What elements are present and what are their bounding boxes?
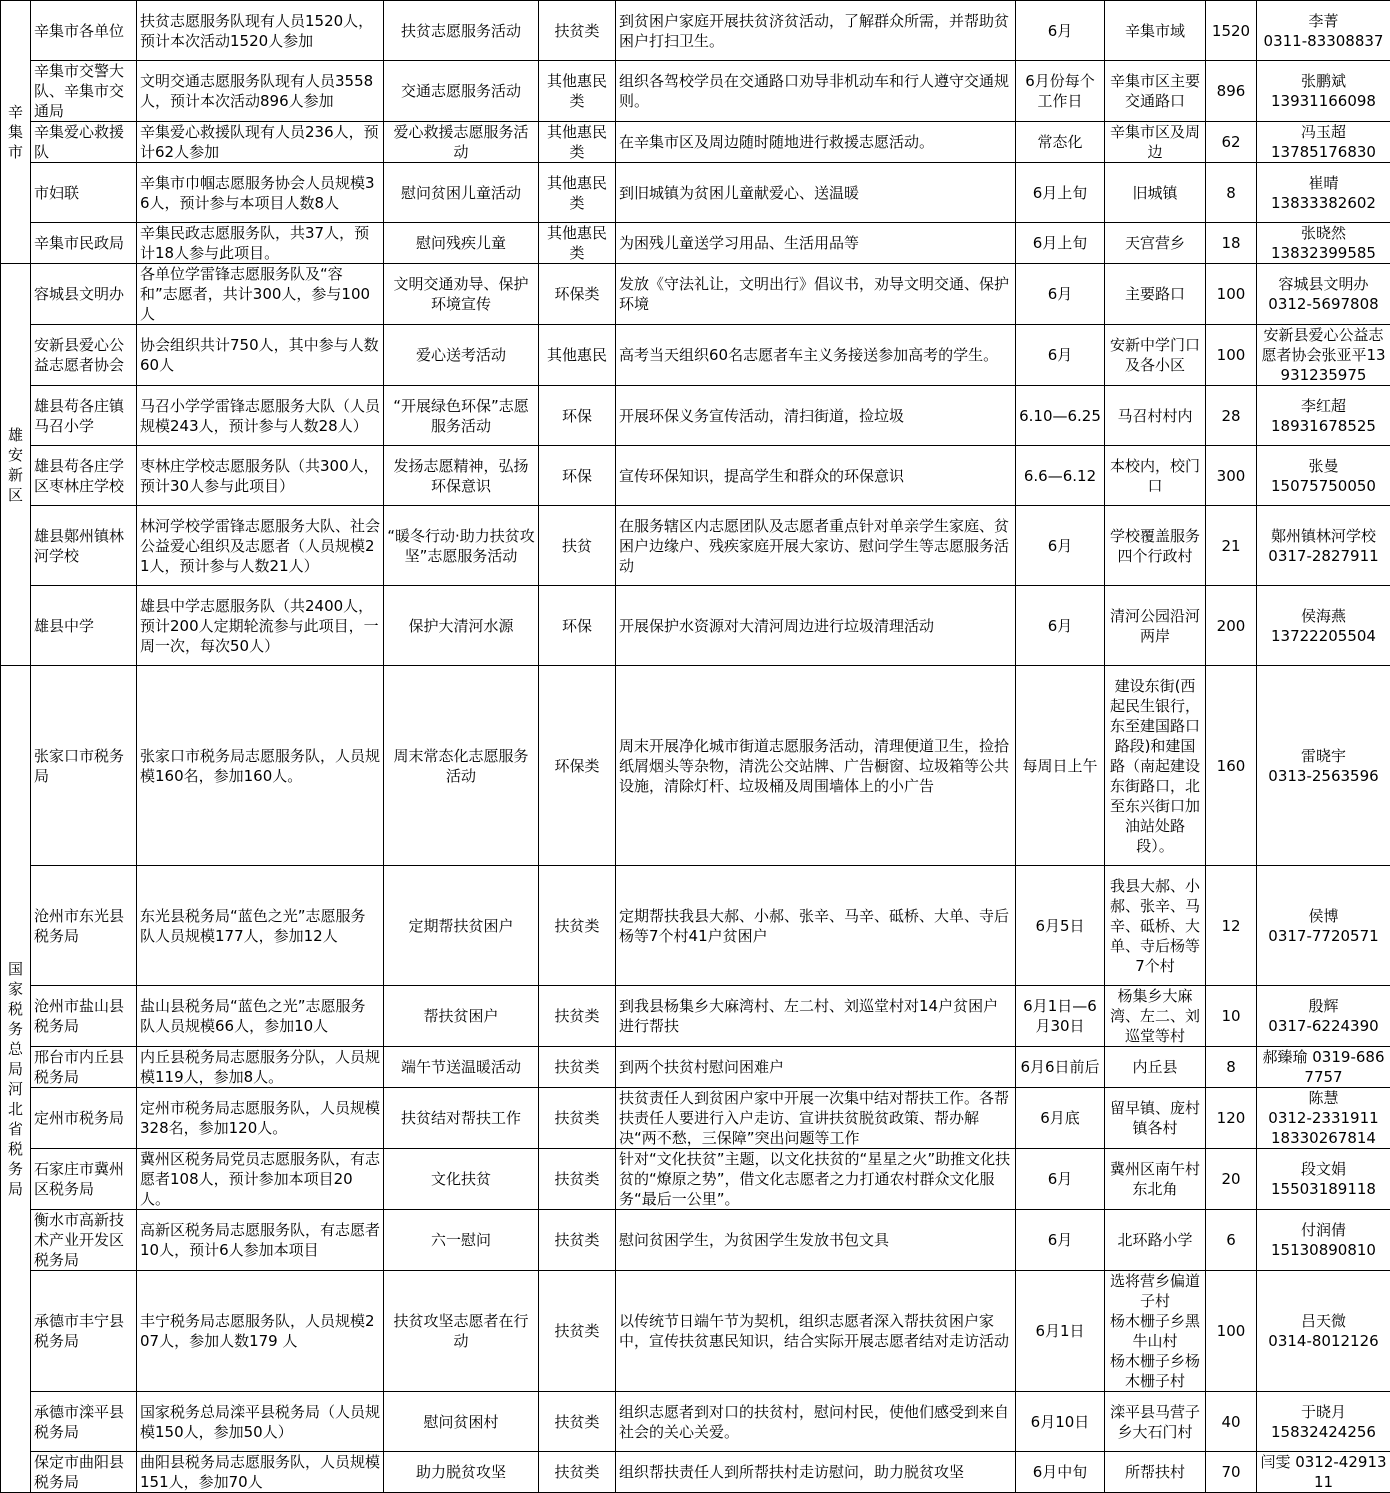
time-cell: 6月 <box>1016 264 1105 325</box>
content-cell: 以传统节日端午节为契机，组织志愿者深入帮扶贫困户家中，宣传扶贫惠民知识，结合实际开展志愿者结对走访活动 <box>616 1271 1016 1392</box>
location-cell: 辛集市区及周边 <box>1105 122 1206 163</box>
count-cell: 100 <box>1206 264 1257 325</box>
contact-cell: 鄚州镇林河学校 0317-2827911 <box>1257 506 1390 586</box>
location-cell: 北环路小学 <box>1105 1210 1206 1271</box>
content-cell: 周末开展净化城市街道志愿服务活动，清理便道卫生，捡拾纸屑烟头等杂物，清洗公交站牌、广告橱窗、垃圾箱等公共设施，清除灯杆、垃圾桶及周围墙体上的小广告 <box>616 666 1016 866</box>
contact-cell: 吕天微 0314-8012126 <box>1257 1271 1390 1392</box>
count-cell: 120 <box>1206 1088 1257 1149</box>
scale-cell: 辛集民政志愿服务队，共37人，预计18人参与此项目。 <box>137 223 384 264</box>
type-cell: 环保类 <box>539 666 616 866</box>
location-cell: 冀州区南午村东北角 <box>1105 1149 1206 1210</box>
scale-cell: 辛集爱心救援队现有人员236人，预计62人参加 <box>137 122 384 163</box>
scale-cell: 辛集市巾帼志愿服务协会人员规模36人，预计参与本项目人数8人 <box>137 163 384 223</box>
count-cell: 300 <box>1206 446 1257 506</box>
location-cell: 旧城镇 <box>1105 163 1206 223</box>
time-cell: 6月份每个工作日 <box>1016 61 1105 122</box>
count-cell: 100 <box>1206 1271 1257 1392</box>
unit-cell: 沧州市盐山县税务局 <box>31 986 137 1047</box>
project-cell: 六一慰问 <box>384 1210 539 1271</box>
contact-cell: 张晓然 13832399585 <box>1257 223 1390 264</box>
project-cell: 爱心送考活动 <box>384 325 539 386</box>
type-cell: 其他惠民 <box>539 325 616 386</box>
contact-cell: 陈慧 0312-2331911 18330267814 <box>1257 1088 1390 1149</box>
location-cell: 所帮扶村 <box>1105 1452 1206 1493</box>
project-cell: 扶贫结对帮扶工作 <box>384 1088 539 1149</box>
time-cell: 6月5日 <box>1016 866 1105 986</box>
table-row <box>1 325 1390 386</box>
table-row <box>1 1210 1390 1271</box>
scale-cell: 扶贫志愿服务队现有人员1520人，预计本次活动1520人参加 <box>137 1 384 61</box>
region-cell: 国家税务总局河北省税务局 <box>1 666 31 1493</box>
type-cell: 其他惠民类 <box>539 61 616 122</box>
project-cell: 交通志愿服务活动 <box>384 61 539 122</box>
count-cell: 40 <box>1206 1392 1257 1452</box>
unit-cell: 承德市滦平县税务局 <box>31 1392 137 1452</box>
table-row <box>1 1047 1390 1088</box>
table-row <box>1 163 1390 223</box>
unit-cell: 衡水市高新技术产业开发区税务局 <box>31 1210 137 1271</box>
type-cell: 其他惠民类 <box>539 223 616 264</box>
count-cell: 1520 <box>1206 1 1257 61</box>
contact-cell: 张曼 15075750050 <box>1257 446 1390 506</box>
content-cell: 慰问贫困学生，为贫困学生发放书包文具 <box>616 1210 1016 1271</box>
content-cell: 开展环保义务宣传活动，清扫街道，捡垃圾 <box>616 386 1016 446</box>
location-cell: 清河公园沿河两岸 <box>1105 586 1206 666</box>
count-cell: 896 <box>1206 61 1257 122</box>
scale-cell: 枣林庄学校志愿服务队（共300人，预计30人参与此项目） <box>137 446 384 506</box>
project-cell: 慰问残疾儿童 <box>384 223 539 264</box>
project-cell: 端午节送温暖活动 <box>384 1047 539 1088</box>
project-cell: 慰问贫困村 <box>384 1392 539 1452</box>
project-cell: 保护大清河水源 <box>384 586 539 666</box>
project-cell: “暖冬行动·助力扶贫攻坚”志愿服务活动 <box>384 506 539 586</box>
count-cell: 8 <box>1206 1047 1257 1088</box>
contact-cell: 段文娟 15503189118 <box>1257 1149 1390 1210</box>
type-cell: 扶贫类 <box>539 986 616 1047</box>
scale-cell: 林河学校学雷锋志愿服务大队、社会公益爱心组织及志愿者（人员规模21人，预计参与人数21人） <box>137 506 384 586</box>
table-row <box>1 506 1390 586</box>
contact-cell: 雷晓宇 0313-2563596 <box>1257 666 1390 866</box>
table-body <box>1 1 1390 1493</box>
table-row <box>1 1452 1390 1493</box>
unit-cell: 雄县鄚州镇林河学校 <box>31 506 137 586</box>
time-cell: 6月上旬 <box>1016 223 1105 264</box>
scale-cell: 协会组织共计750人，其中参与人数60人 <box>137 325 384 386</box>
contact-cell: 闫雯 0312-4291311 <box>1257 1452 1390 1493</box>
region-cell: 辛集市 <box>1 1 31 264</box>
content-cell: 为困残儿童送学习用品、生活用品等 <box>616 223 1016 264</box>
time-cell: 常态化 <box>1016 122 1105 163</box>
unit-cell: 张家口市税务局 <box>31 666 137 866</box>
type-cell: 扶贫类 <box>539 1047 616 1088</box>
type-cell: 其他惠民类 <box>539 122 616 163</box>
project-cell: 帮扶贫困户 <box>384 986 539 1047</box>
table-row <box>1 1392 1390 1452</box>
time-cell: 6月1日 <box>1016 1271 1105 1392</box>
scale-cell: 马召小学学雷锋志愿服务大队（人员规模243人，预计参与人数28人） <box>137 386 384 446</box>
count-cell: 18 <box>1206 223 1257 264</box>
location-cell: 本校内，校门口 <box>1105 446 1206 506</box>
unit-cell: 雄县苟各庄学区枣林庄学校 <box>31 446 137 506</box>
content-cell: 到我县杨集乡大麻湾村、左二村、刘巡堂村对14户贫困户进行帮扶 <box>616 986 1016 1047</box>
time-cell: 6月10日 <box>1016 1392 1105 1452</box>
scale-cell: 冀州区税务局党员志愿服务队，有志愿者108人，预计参加本项目20人。 <box>137 1149 384 1210</box>
table-row <box>1 1149 1390 1210</box>
scale-cell: 盐山县税务局“蓝色之光”志愿服务队人员规模66人，参加10人 <box>137 986 384 1047</box>
content-cell: 到贫困户家庭开展扶贫济贫活动，了解群众所需，并帮助贫困户打扫卫生。 <box>616 1 1016 61</box>
scale-cell: 内丘县税务局志愿服务分队，人员规模119人，参加8人。 <box>137 1047 384 1088</box>
time-cell: 6月 <box>1016 1 1105 61</box>
location-cell: 内丘县 <box>1105 1047 1206 1088</box>
table-row <box>1 666 1390 866</box>
content-cell: 在服务辖区内志愿团队及志愿者重点针对单亲学生家庭、贫困户边缘户、残疾家庭开展大家访、慰问学生等志愿服务活动 <box>616 506 1016 586</box>
time-cell: 6月 <box>1016 506 1105 586</box>
scale-cell: 各单位学雷锋志愿服务队及“容和”志愿者，共计300人，参与100人 <box>137 264 384 325</box>
scale-cell: 国家税务总局滦平县税务局（人员规模150人，参加50人） <box>137 1392 384 1452</box>
location-cell: 马召村村内 <box>1105 386 1206 446</box>
count-cell: 10 <box>1206 986 1257 1047</box>
scale-cell: 东光县税务局“蓝色之光”志愿服务队人员规模177人，参加12人 <box>137 866 384 986</box>
contact-cell: 殷辉 0317-6224390 <box>1257 986 1390 1047</box>
content-cell: 宣传环保知识，提高学生和群众的环保意识 <box>616 446 1016 506</box>
location-cell: 学校覆盖服务四个行政村 <box>1105 506 1206 586</box>
type-cell: 扶贫类 <box>539 1210 616 1271</box>
time-cell: 6月1日—6月30日 <box>1016 986 1105 1047</box>
time-cell: 6月底 <box>1016 1088 1105 1149</box>
contact-cell: 安新县爱心公益志愿者协会张亚平13931235975 <box>1257 325 1390 386</box>
time-cell: 6月 <box>1016 1210 1105 1271</box>
count-cell: 200 <box>1206 586 1257 666</box>
time-cell: 6月上旬 <box>1016 163 1105 223</box>
count-cell: 8 <box>1206 163 1257 223</box>
unit-cell: 沧州市东光县税务局 <box>31 866 137 986</box>
unit-cell: 石家庄市冀州区税务局 <box>31 1149 137 1210</box>
content-cell: 高考当天组织60名志愿者车主义务接送参加高考的学生。 <box>616 325 1016 386</box>
time-cell: 6月 <box>1016 1149 1105 1210</box>
type-cell: 扶贫类 <box>539 1392 616 1452</box>
unit-cell: 辛集市交警大队、辛集市交通局 <box>31 61 137 122</box>
content-cell: 组织志愿者到对口的扶贫村，慰问村民，使他们感受到来自社会的关心关爱。 <box>616 1392 1016 1452</box>
location-cell: 我县大郝、小郝、张辛、马辛、砥桥、大单、寺后杨等7个村 <box>1105 866 1206 986</box>
unit-cell: 辛集市各单位 <box>31 1 137 61</box>
count-cell: 28 <box>1206 386 1257 446</box>
project-cell: 慰问贫困儿童活动 <box>384 163 539 223</box>
count-cell: 100 <box>1206 325 1257 386</box>
scale-cell: 定州市税务局志愿服务队，人员规模328名，参加120人。 <box>137 1088 384 1149</box>
contact-cell: 郝臻瑜 0319-6867757 <box>1257 1047 1390 1088</box>
content-cell: 定期帮扶我县大郝、小郝、张辛、马辛、砥桥、大单、寺后杨等7个村41户贫困户 <box>616 866 1016 986</box>
time-cell: 6.6—6.12 <box>1016 446 1105 506</box>
location-cell: 安新中学门口及各小区 <box>1105 325 1206 386</box>
count-cell: 70 <box>1206 1452 1257 1493</box>
location-cell: 辛集市域 <box>1105 1 1206 61</box>
table-row <box>1 1271 1390 1392</box>
contact-cell: 崔晴 13833382602 <box>1257 163 1390 223</box>
project-cell: 扶贫志愿服务活动 <box>384 1 539 61</box>
type-cell: 扶贫类 <box>539 1452 616 1493</box>
content-cell: 发放《守法礼让，文明出行》倡议书，劝导文明交通、保护环境 <box>616 264 1016 325</box>
count-cell: 12 <box>1206 866 1257 986</box>
content-cell: 针对“文化扶贫”主题，以文化扶贫的“星星之火”助推文化扶贫的“燎原之势”，借文化志愿者之力打通农村群众文化服务“最后一公里”。 <box>616 1149 1016 1210</box>
contact-cell: 冯玉超 13785176830 <box>1257 122 1390 163</box>
table-row <box>1 61 1390 122</box>
time-cell: 6月6日前后 <box>1016 1047 1105 1088</box>
time-cell: 6.10—6.25 <box>1016 386 1105 446</box>
contact-cell: 付润倩 15130890810 <box>1257 1210 1390 1271</box>
location-cell: 滦平县马营子乡大石门村 <box>1105 1392 1206 1452</box>
unit-cell: 市妇联 <box>31 163 137 223</box>
type-cell: 环保 <box>539 586 616 666</box>
table-row <box>1 122 1390 163</box>
contact-cell: 于晓月 15832424256 <box>1257 1392 1390 1452</box>
table-row <box>1 1 1390 61</box>
contact-cell: 李红超 18931678525 <box>1257 386 1390 446</box>
content-cell: 在辛集市区及周边随时随地进行救援志愿活动。 <box>616 122 1016 163</box>
project-cell: 发扬志愿精神，弘扬环保意识 <box>384 446 539 506</box>
table-row <box>1 446 1390 506</box>
type-cell: 扶贫类 <box>539 1149 616 1210</box>
table-row <box>1 866 1390 986</box>
unit-cell: 安新县爱心公益志愿者协会 <box>31 325 137 386</box>
count-cell: 20 <box>1206 1149 1257 1210</box>
content-cell: 组织帮扶责任人到所帮扶村走访慰问，助力脱贫攻坚 <box>616 1452 1016 1493</box>
type-cell: 扶贫 <box>539 506 616 586</box>
unit-cell: 承德市丰宁县税务局 <box>31 1271 137 1392</box>
content-cell: 到旧城镇为贫困儿童献爱心、送温暖 <box>616 163 1016 223</box>
location-cell: 主要路口 <box>1105 264 1206 325</box>
scale-cell: 雄县中学志愿服务队（共2400人，预计200人定期轮流参与此项目，一周一次，每次50人） <box>137 586 384 666</box>
location-cell: 建设东街(西起民生银行，东至建国路口路段)和建国路（南起建设东街路口，北至东兴街口加油站处路段）。 <box>1105 666 1206 866</box>
unit-cell: 保定市曲阳县税务局 <box>31 1452 137 1493</box>
contact-cell: 李菁 0311-83308837 <box>1257 1 1390 61</box>
type-cell: 其他惠民类 <box>539 163 616 223</box>
unit-cell: 邢台市内丘县税务局 <box>31 1047 137 1088</box>
contact-cell: 张鹏斌 13931166098 <box>1257 61 1390 122</box>
table-row <box>1 223 1390 264</box>
contact-cell: 容城县文明办 0312-5697808 <box>1257 264 1390 325</box>
type-cell: 环保 <box>539 446 616 506</box>
unit-cell: 定州市税务局 <box>31 1088 137 1149</box>
project-cell: 周末常态化志愿服务活动 <box>384 666 539 866</box>
content-cell: 扶贫责任人到贫困户家中开展一次集中结对帮扶工作。各帮扶责任人要进行入户走访、宣讲扶贫脱贫政策、帮办解决“两不愁，三保障”突出问题等工作 <box>616 1088 1016 1149</box>
contact-cell: 侯博 0317-7720571 <box>1257 866 1390 986</box>
project-cell: “开展绿色环保”志愿服务活动 <box>384 386 539 446</box>
scale-cell: 张家口市税务局志愿服务队，人员规模160名，参加160人。 <box>137 666 384 866</box>
type-cell: 环保 <box>539 386 616 446</box>
contact-cell: 侯海燕 13722205504 <box>1257 586 1390 666</box>
location-cell: 留早镇、庞村镇各村 <box>1105 1088 1206 1149</box>
time-cell: 6月 <box>1016 586 1105 666</box>
unit-cell: 雄县中学 <box>31 586 137 666</box>
project-cell: 定期帮扶贫困户 <box>384 866 539 986</box>
location-cell: 辛集市区主要交通路口 <box>1105 61 1206 122</box>
location-cell: 杨集乡大麻湾、左二、刘巡堂等村 <box>1105 986 1206 1047</box>
table-row <box>1 986 1390 1047</box>
unit-cell: 辛集市民政局 <box>31 223 137 264</box>
content-cell: 组织各驾校学员在交通路口劝导非机动车和行人遵守交通规则。 <box>616 61 1016 122</box>
unit-cell: 雄县苟各庄镇马召小学 <box>31 386 137 446</box>
content-cell: 到两个扶贫村慰问困难户 <box>616 1047 1016 1088</box>
table-row <box>1 586 1390 666</box>
unit-cell: 容城县文明办 <box>31 264 137 325</box>
type-cell: 环保类 <box>539 264 616 325</box>
project-cell: 助力脱贫攻坚 <box>384 1452 539 1493</box>
project-cell: 文化扶贫 <box>384 1149 539 1210</box>
count-cell: 21 <box>1206 506 1257 586</box>
table-row <box>1 386 1390 446</box>
type-cell: 扶贫类 <box>539 1271 616 1392</box>
region-cell: 雄安新区 <box>1 264 31 666</box>
count-cell: 6 <box>1206 1210 1257 1271</box>
project-cell: 文明交通劝导、保护环境宣传 <box>384 264 539 325</box>
location-cell: 选将营乡偏道子村 杨木栅子乡黑牛山村 杨木栅子乡杨木栅子村 <box>1105 1271 1206 1392</box>
project-cell: 爱心救援志愿服务活动 <box>384 122 539 163</box>
scale-cell: 丰宁税务局志愿服务队，人员规模207人，参加人数179 人 <box>137 1271 384 1392</box>
table-row <box>1 1088 1390 1149</box>
content-cell: 开展保护水资源对大清河周边进行垃圾清理活动 <box>616 586 1016 666</box>
type-cell: 扶贫类 <box>539 1088 616 1149</box>
scale-cell: 文明交通志愿服务队现有人员3558人，预计本次活动896人参加 <box>137 61 384 122</box>
location-cell: 天宫营乡 <box>1105 223 1206 264</box>
table-row <box>1 264 1390 325</box>
project-cell: 扶贫攻坚志愿者在行动 <box>384 1271 539 1392</box>
time-cell: 6月中旬 <box>1016 1452 1105 1493</box>
unit-cell: 辛集爱心救援队 <box>31 122 137 163</box>
time-cell: 每周日上午 <box>1016 666 1105 866</box>
scale-cell: 曲阳县税务局志愿服务队，人员规模151人，参加70人 <box>137 1452 384 1493</box>
time-cell: 6月 <box>1016 325 1105 386</box>
count-cell: 62 <box>1206 122 1257 163</box>
type-cell: 扶贫类 <box>539 866 616 986</box>
type-cell: 扶贫类 <box>539 1 616 61</box>
count-cell: 160 <box>1206 666 1257 866</box>
scale-cell: 高新区税务局志愿服务队，有志愿者10人，预计6人参加本项目 <box>137 1210 384 1271</box>
